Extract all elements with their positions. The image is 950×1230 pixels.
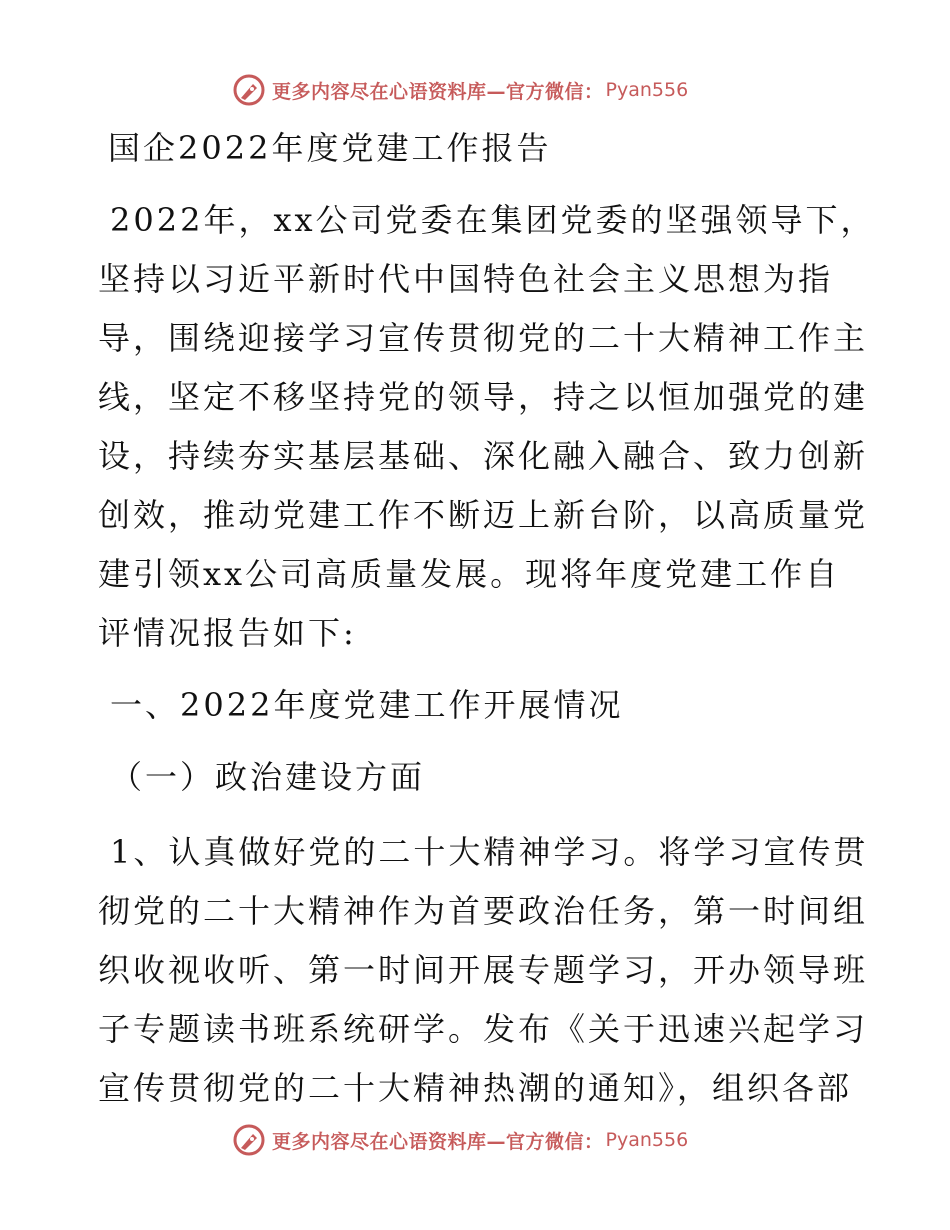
subsection-heading: （一）政治建设方面 — [110, 758, 426, 796]
paragraph-2-line: 1、认真做好党的二十大精神学习。将学习宣传贯 — [110, 833, 869, 871]
paragraph-1-line: 坚持以习近平新时代中国特色社会主义思想为指 — [98, 260, 834, 298]
paragraph-1-line: 设，持续夯实基层基础、深化融入融合、致力创新 — [98, 437, 869, 475]
paragraph-2-line: 彻党的二十大精神作为首要政治任务，第一时间组 — [98, 892, 869, 930]
paragraph-2-line: 宣传贯彻党的二十大精神热潮的通知》，组织各部 — [98, 1069, 853, 1107]
document-title: 国企2022年度党建工作报告 — [108, 129, 552, 167]
paragraph-2-line: 子专题读书班系统研学。发布《关于迅速兴起学习 — [98, 1010, 869, 1048]
paragraph-1-line: 线，坚定不移坚持党的领导，持之以恒加强党的建 — [98, 378, 869, 416]
watermark-banner-bottom — [232, 1120, 688, 1160]
watermark-text: 更多内容尽在心语资料库—官方微信： — [272, 1130, 604, 1153]
paragraph-1-line: 建引领xx公司高质量发展。现将年度党建工作自 — [98, 555, 841, 593]
watermark-banner-top — [232, 70, 688, 110]
paragraph-1-line: 创效，推动党建工作不断迈上新台阶，以高质量党 — [98, 496, 869, 534]
paragraph-1-line: 导，围绕迎接学习宣传贯彻党的二十大精神工作主 — [98, 319, 869, 357]
watermark-wechat-id: Pyan556 — [605, 1129, 689, 1151]
pen-nib-circle-icon — [232, 1123, 266, 1157]
paragraph-1-line: 评情况报告如下: — [98, 614, 357, 652]
paragraph-1-line: 2022年，xx公司党委在集团党委的坚强领导下， — [110, 201, 876, 239]
section-heading: 一、2022年度党建工作开展情况 — [110, 686, 624, 724]
pen-nib-circle-icon — [232, 73, 266, 107]
watermark-wechat-id: Pyan556 — [605, 79, 689, 101]
watermark-text: 更多内容尽在心语资料库—官方微信： — [272, 80, 604, 103]
paragraph-2-line: 织收视收听、第一时间开展专题学习，开办领导班 — [98, 951, 869, 989]
